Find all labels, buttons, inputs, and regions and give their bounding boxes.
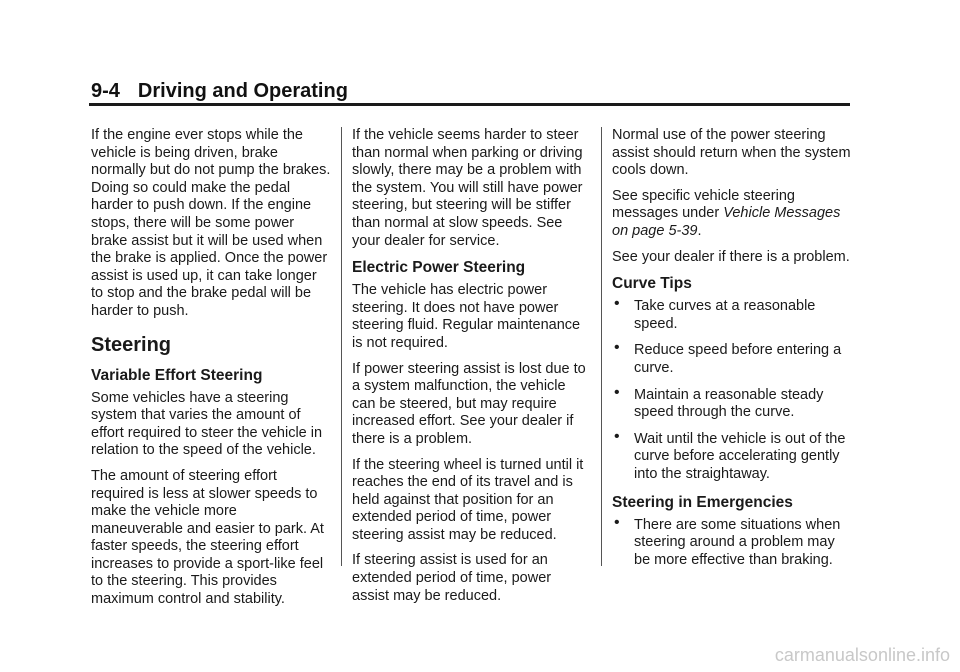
column-1: [91, 127, 331, 617]
list-item: • Reduce speed before entering a curve.: [614, 339, 842, 376]
subheading-electric-power-steering: Electric Power Steering: [352, 259, 526, 277]
paragraph: If the steering wheel is turned until it reaches the end of its travel and is held against that position for an extended period of time, power steering assist may be reduced.: [352, 456, 584, 543]
column-2: [352, 127, 592, 613]
paragraph: If power steering assist is lost due to a system malfunction, the vehicle can be steered, but may require increased effort. See your dealer if there is a problem.: [352, 360, 586, 447]
list-item: • Wait until the vehicle is out of the curve before accelerating gently into the straightaway.: [614, 427, 846, 482]
paragraph: If the vehicle seems harder to steer than normal when parking or driving slowly, there may be a problem with the system. You will still have power steering, but steering will be stiffer than normal at slow speeds. See your dealer for service.: [352, 127, 583, 249]
page-number: 9-4: [91, 80, 120, 102]
section-heading-steering: Steering: [91, 333, 172, 356]
bullet-icon: •: [614, 383, 620, 401]
emergency-list: [612, 513, 852, 570]
paragraph: See your dealer if there is a problem.: [612, 248, 850, 265]
page-header: [91, 80, 348, 103]
paragraph: If steering assist is used for an extended period of time, power assist may be reduced.: [352, 552, 552, 604]
bullet-icon: •: [614, 295, 620, 313]
paragraph: Some vehicles have a steering system that varies the amount of effort required to steer the vehicle in relation to the speed of the vehicle.: [91, 389, 323, 459]
chapter-title: Driving and Operating: [137, 80, 348, 102]
bullet-icon: •: [614, 427, 620, 445]
paragraph: If the engine ever stops while the vehicle is being driven, brake normally but do not pump the brakes. Doing so could make the pedal harder to push down. If the engine stops, there will be some power brake assist but it will be used when the brake is applied. Once the power assist is used up, it can take longer to stop and the brake pedal will be harder to push.: [91, 127, 331, 319]
list-item: • Take curves at a reasonable speed.: [614, 295, 816, 332]
column-3: [612, 127, 852, 578]
subheading-curve-tips: Curve Tips: [612, 275, 692, 293]
list-item: • There are some situations when steering around a problem may be more effective than braking.: [614, 513, 841, 568]
header-rule: [89, 103, 850, 106]
cross-reference-link[interactable]: Vehicle Messages on page 5-39: [612, 205, 841, 239]
column-divider: [341, 127, 342, 566]
bullet-icon: •: [614, 339, 620, 357]
curve-tips-list: [612, 295, 852, 483]
paragraph: Normal use of the power steering assist should return when the system cools down.: [612, 127, 851, 179]
column-divider: [601, 127, 602, 566]
paragraph: See specific vehicle steering messages under Vehicle Messages on page 5-39.: [612, 187, 841, 239]
subheading-variable-effort: Variable Effort Steering: [91, 366, 263, 384]
paragraph: The vehicle has electric power steering. It does not have power steering fluid. Regular maintenance is not required.: [352, 282, 581, 351]
list-item: • Maintain a reasonable steady speed through the curve.: [614, 383, 824, 421]
bullet-icon: •: [614, 513, 620, 531]
paragraph: The amount of steering effort required is less at slower speeds to make the vehicle more maneuverable and easier to park. At faster speeds, the steering effort increases to provide a sport-like feel to the steering. This provides maximum control and stability.: [91, 467, 324, 608]
watermark: carmanualsonline.info: [774, 645, 950, 665]
subheading-steering-emergencies: Steering in Emergencies: [612, 493, 793, 511]
